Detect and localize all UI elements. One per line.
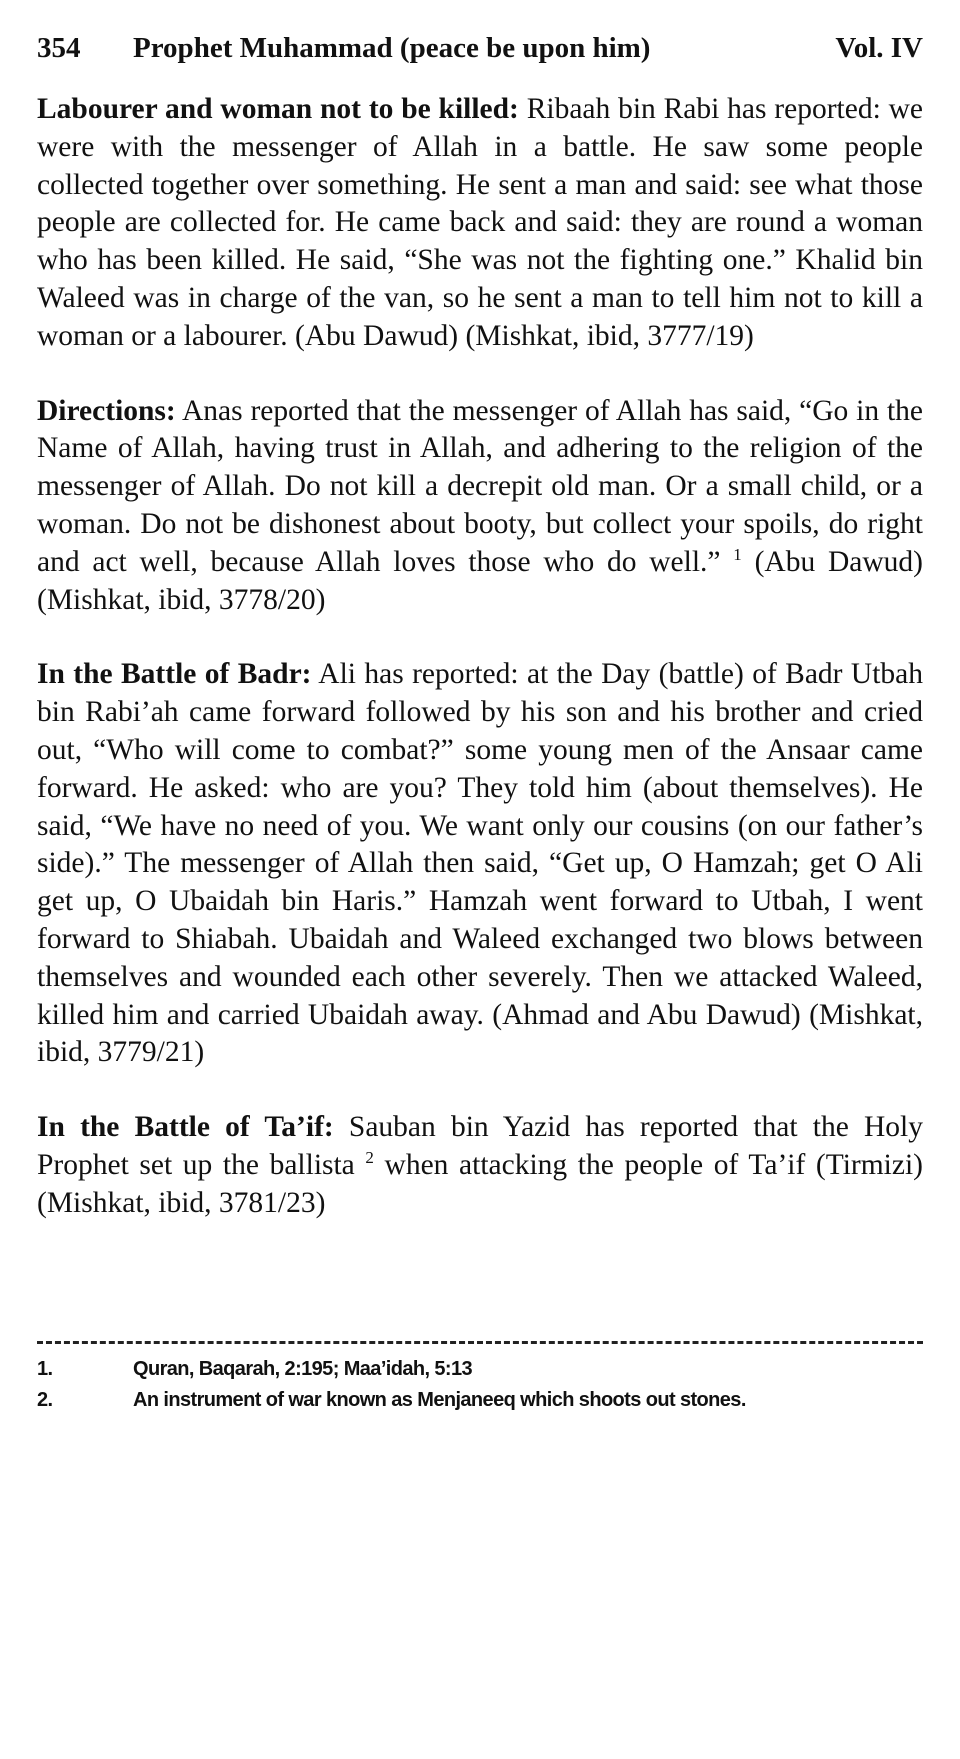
paragraph-battle-of-badr	[37, 656, 923, 1072]
paragraph-text: Sauban bin Yazid has reported that the Holy Prophet set up the ballista	[37, 1111, 924, 1181]
footnote-item	[37, 1385, 923, 1416]
paragraph-text: Ribaah bin Rabi has reported: we were with the messenger of Allah in a battle. He saw some people collected together over something. He sent a man and said: see what those people are collected for. He came back and said: they are round a woman who has been killed. He said, “She was not the fighting one.” Khalid bin Waleed was in charge of the van, so he sent a man to tell him not to kill a woman or a labourer. (Abu Dawud) (Mishkat, ibid, 3777/19)	[37, 93, 923, 352]
footnote-text: An instrument of war known as Menjaneeq which shoots out stones.	[133, 1388, 746, 1411]
paragraph-directions	[37, 393, 923, 620]
footnote-item	[37, 1354, 923, 1385]
paragraph-text-continued: (Abu Dawud) (Mishkat, ibid, 3778/20)	[37, 545, 924, 616]
footnote-reference: 1	[733, 544, 742, 564]
footnote-divider	[37, 1341, 923, 1344]
page-number: 354	[37, 32, 81, 64]
paragraph-text-continued: when attacking the people of Ta’if (Tirmizi) (Mishkat, ibid, 3781/23)	[37, 1148, 923, 1219]
running-title: Prophet Muhammad (peace be upon him)	[133, 32, 651, 64]
footnotes	[37, 1354, 923, 1416]
paragraph-text: Anas reported that the messenger of Allah has said, “Go in the Name of Allah, having trust in Allah, and adhering to the religion of the messenger of Allah. Do not kill a decrepit old man. Or a small child, or a woman. Do not be dishonest about booty, but collect your spoils, do right and act well, because Allah loves those who do well.”	[37, 394, 923, 578]
paragraph-heading: In the Battle of Badr:	[37, 658, 312, 691]
volume-label: Vol. IV	[835, 32, 923, 64]
paragraph-heading: In the Battle of Ta’if:	[37, 1111, 334, 1144]
footnote-text: Quran, Baqarah, 2:195; Maa’idah, 5:13	[133, 1357, 473, 1380]
book-page	[37, 28, 923, 1416]
footnote-number: 1.	[37, 1357, 53, 1380]
paragraph-labourer-woman	[37, 91, 923, 356]
paragraph-heading: Directions:	[37, 394, 176, 427]
footnote-number: 2.	[37, 1388, 53, 1411]
paragraph-heading: Labourer and woman not to be killed:	[37, 93, 519, 125]
paragraph-text: Ali has reported: at the Day (battle) of Badr Utbah bin Rabi’ah came forward followed by his son and his brother and cried out, “Who will come to combat?” some young men of the Ansaar came forward. He asked: who are you? They told him (about themselves). He said, “We have no need of you. We want only our cousins (on our father’s side).” The messenger of Allah then said, “Get up, O Hamzah; get O Ali get up, O Ubaidah bin Haris.” Hamzah went forward to Utbah, I went forward to Shiabah. Ubaidah and Waleed exchanged two blows between themselves and wounded each other severely. Then we attacked Waleed, killed him and carried Ubaidah away. (Ahmad and Abu Dawud) (Mishkat, ibid, 3779/21)	[37, 658, 924, 1069]
footnote-reference: 2	[365, 1148, 374, 1168]
paragraph-battle-of-taif	[37, 1109, 923, 1222]
running-header	[37, 28, 923, 68]
